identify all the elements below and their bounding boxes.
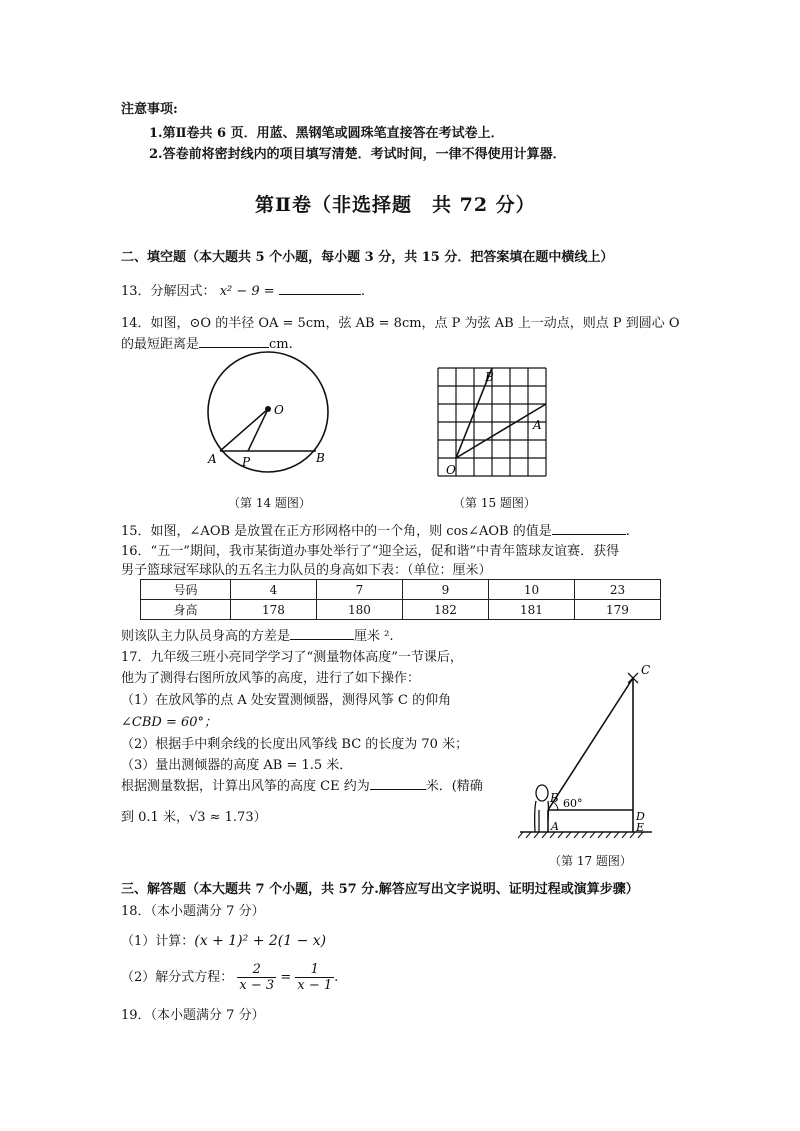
fig15-label-b: B (485, 370, 494, 384)
q18-p1-prefix: （1）计算： (121, 934, 195, 949)
q17-line2: 他为了测得右图所放风筝的高度，进行了如下操作： (121, 671, 421, 686)
notice-heading: 注意事项: (121, 102, 178, 117)
section3-heading: 三、解答题（本大题共 7 个小题，共 57 分.解答应写出文字说明、证明过程或演算步骤） (121, 882, 639, 897)
table-cell: 号码 (141, 580, 231, 600)
fig17-label-d: D (636, 810, 645, 823)
q16-line2: 男子篮球冠军球队的五名主力队员的身高如下表：（单位：厘米） (121, 563, 492, 578)
figure-15 (432, 362, 552, 482)
q18-equals: = (280, 970, 292, 985)
q18-p1-expr: (x + 1)² + 2(1 − x) (194, 933, 327, 949)
question-15 (121, 520, 630, 539)
notice-item-2: 2.答卷前将密封线内的项目填写清楚．考试时间，一律不得使用计算器． (149, 147, 566, 162)
fig14-segment-op (248, 409, 268, 451)
question-13 (121, 280, 365, 299)
table-row-number (141, 580, 661, 600)
table-cell: 9 (402, 580, 488, 600)
q18-p2-end: . (334, 970, 339, 985)
q18-fraction-right (295, 962, 334, 993)
q16-answer-blank[interactable] (290, 627, 354, 640)
q18-num2: 1 (295, 962, 334, 978)
q17-line3: （1）在放风筝的点 A 处安置测倾器，测得风筝 C 的仰角 (121, 693, 452, 708)
q18-den1: x − 3 (239, 978, 275, 993)
fig15-caption: （第 15 题图） (453, 496, 536, 510)
q17-line7 (121, 775, 483, 794)
fig14-caption: （第 14 题图） (228, 496, 311, 510)
notice-item-1: 1.第Ⅱ卷共 6 页．用蓝、黑钢笔或圆珠笔直接答在考试卷上． (149, 126, 504, 141)
q18-den2: x − 1 (297, 978, 333, 993)
section2-heading: 二、填空题（本大题共 5 个小题，每小题 3 分，共 15 分．把答案填在题中横线上） (121, 250, 614, 265)
q19-head: 19．（本小题满分 7 分） (121, 1008, 265, 1023)
q14-answer-blank[interactable] (199, 335, 269, 348)
height-table (140, 579, 661, 620)
fig15-label-o: O (446, 463, 456, 477)
q15-answer-blank[interactable] (552, 522, 626, 535)
q18-fraction-left (237, 962, 276, 993)
table-cell: 23 (574, 580, 660, 600)
table-cell: 178 (230, 600, 316, 620)
q16-after-b: 厘米 ². (354, 629, 394, 644)
fig17-label-b: B (550, 791, 559, 805)
q14-line2a: 的最短距离是 (121, 337, 200, 352)
q16-line1: 16．“五一”期间，我市某街道办事处举行了“迎全运，促和谐”中青年篮球友谊赛．获得 (121, 544, 620, 559)
table-cell: 181 (488, 600, 574, 620)
fig17-caption: （第 17 题图） (549, 854, 632, 868)
fig14-center-dot (265, 406, 271, 412)
q18-p2-prefix: （2）解分式方程： (121, 970, 234, 985)
q17-line8: 到 0.1 米，√3 ≈ 1.73） (121, 810, 267, 825)
q17-line6: （3）量出测倾器的高度 AB = 1.5 米． (121, 758, 353, 773)
table-cell: 4 (230, 580, 316, 600)
q17-line5: （2）根据手中剩余线的长度出风筝线 BC 的长度为 70 米； (121, 737, 469, 752)
q18-head: 18．（本小题满分 7 分） (121, 904, 265, 919)
q14-line1: 14．如图，⊙O 的半径 OA = 5cm，弦 AB = 8cm，点 P 为弦 AB 上一动点，则点 P 到圆心 O (121, 316, 680, 331)
table-cell: 180 (316, 600, 402, 620)
table-cell: 身高 (141, 600, 231, 620)
q17-line1: 17．九年级三班小亮同学学习了“测量物体高度”一节课后， (121, 650, 463, 665)
q17-line7b: 米．(精确 (425, 779, 483, 794)
fig14-radius-oa (220, 409, 268, 451)
fig17-person (535, 785, 549, 832)
table-cell: 179 (574, 600, 660, 620)
q18-part1 (121, 930, 326, 949)
q17-line4: ∠CBD = 60°； (121, 715, 218, 730)
fig14-label-p: P (242, 455, 251, 469)
fig14-label-a: A (208, 452, 217, 466)
table-cell: 182 (402, 600, 488, 620)
q17-line7a: 根据测量数据，计算出风筝的高度 CE 约为 (121, 779, 370, 794)
fig17-angle-label: 60° (563, 797, 583, 810)
q13-end: . (360, 284, 365, 299)
fig15-label-a: A (533, 418, 542, 432)
q18-num1: 2 (237, 962, 276, 978)
q13-answer-blank[interactable] (279, 282, 361, 295)
q16-after-a: 则该队主力队员身高的方差是 (121, 629, 291, 644)
table-row-height (141, 600, 661, 620)
table-cell: 7 (316, 580, 402, 600)
fig17-line-bc (548, 678, 633, 810)
q15-end: . (625, 524, 630, 539)
figure-17 (515, 660, 665, 845)
q14-line2b: cm. (269, 337, 293, 352)
figure-14 (195, 350, 345, 475)
q18-part2 (121, 962, 338, 993)
q13-expr: x² − 9 = (219, 284, 275, 299)
q16-after (121, 625, 394, 644)
q13-prefix: 13．分解因式： (121, 284, 216, 299)
q17-answer-blank[interactable] (370, 777, 426, 790)
fig17-label-a: A (551, 820, 559, 833)
fig17-label-c: C (641, 663, 651, 677)
q15-text: 15．如图，∠AOB 是放置在正方形网格中的一个角，则 cos∠AOB 的值是 (121, 524, 552, 539)
fig17-label-e: E (636, 821, 645, 834)
fig14-label-o: O (274, 403, 284, 417)
page-title: 第Ⅱ卷（非选择题 共 72 分） (255, 194, 536, 216)
table-cell: 10 (488, 580, 574, 600)
fig14-label-b: B (316, 451, 325, 465)
